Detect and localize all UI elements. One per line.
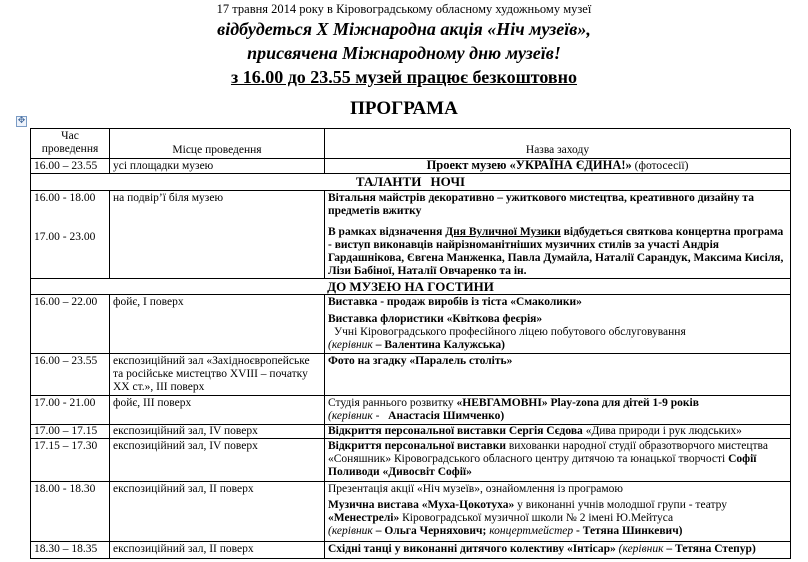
table-row-place: на подвір’ї біля музею: [110, 191, 325, 279]
table-row-place: експозиційний зал, IV поверх: [110, 439, 325, 482]
column-header-time: Час проведення: [31, 129, 110, 159]
table-row-event: Презентація акції «Ніч музеїв», ознайомлення із програмою Музична вистава «Муха-Цокотуха» у виконанні учнів молодшої групи - театру «Менестрелі» Кіровоградської музичної школи № 2 імені Ю.Мейтуса (керівник – Ольга Черняхович; концертмейстер - Тетяна Шинкевич): [325, 482, 791, 542]
page-title: ПРОГРАМА: [350, 98, 458, 119]
table-row-time: 16.00 – 22.00: [31, 295, 110, 354]
program-table: [30, 128, 790, 559]
table-row-time: 18.00 - 18.30: [31, 482, 110, 542]
table-row-time: 18.30 – 18.35: [31, 542, 110, 559]
table-row-place: експозиційний зал, ІІ поверх: [110, 542, 325, 559]
column-header-place: Місце проведення: [110, 129, 325, 159]
table-row-event: [325, 159, 791, 174]
table-row-event: Студія раннього розвитку «НЕВГАМОВНІ» Play-zona для дітей 1-9 років (керівник - Анастасія Шимченко): [325, 396, 791, 425]
table-row-place: усі площадки музею: [110, 159, 325, 174]
table-row-event: Східні танці у виконанні дитячого колективу «Інтісар» (керівник – Тетяна Степур): [325, 542, 791, 559]
event-c: Учні Кіровоградського професійного ліцею побутового обслуговування: [334, 326, 686, 338]
section-header-talents: ТАЛАНТИ НОЧІ: [31, 174, 791, 191]
table-move-handle-icon[interactable]: ✥: [17, 116, 26, 126]
table-row-place: експозиційний зал, ІІ поверх: [110, 482, 325, 542]
table-row-place: фойє, І поверх: [110, 295, 325, 354]
event-note: (фотосесії): [634, 160, 689, 172]
header-line-date: 17 травня 2014 року в Кіровоградському обласному художньому музеї: [216, 2, 592, 16]
header-line-hours: з 16.00 до 23.55 музей працює безкоштовно: [230, 67, 578, 87]
section-header-guests: ДО МУЗЕЮ НА ГОСТИНИ: [31, 279, 791, 295]
table-row-time: 16.00 – 23.55: [31, 354, 110, 396]
street-music-day: Дня Вуличної Музики: [445, 226, 561, 238]
table-row-event: Виставка - продаж виробів із тіста «Смаколики» Виставка флористики «Квіткова феєрія» Учні Кіровоградського професійного ліцею побутового обслуговування (керівник – Валентина Калужська): [325, 295, 791, 354]
table-row-event: Відкриття персональної виставки вихованки народної студії образотворчого мистецтва «Соняшник» Кіровоградського обласного центру дитячою та юнацької творчості Софії Поливоди «Дивосвіт Софії»: [325, 439, 791, 482]
table-row-event: [325, 191, 791, 279]
table-row-time: 17.00 - 21.00: [31, 396, 110, 425]
table-row-place: експозиційний зал, IV поверх: [110, 425, 325, 439]
column-header-event: Назва заходу: [325, 129, 791, 159]
event-a: Виставка - продаж виробів із тіста «Смаколики»: [328, 296, 582, 308]
header-line-event: відбудеться Х Міжнародна акція «Ніч музеїв»,: [217, 19, 591, 39]
table-row-event: Відкриття персональної виставки Сергія Сєдова «Дива природи і рук людських»: [325, 425, 791, 439]
table-row-time: 17.15 – 17.30: [31, 439, 110, 482]
table-row-place: фойє, ІІІ поверх: [110, 396, 325, 425]
event-a: Вітальня майстрів декоративно – ужиткового мистецтва, креативного дизайну та предметів вжитку: [328, 192, 754, 217]
table-row-time: [31, 191, 110, 279]
table-row-event: Фото на згадку «Паралель століть»: [325, 354, 791, 396]
table-row-time: 16.00 – 23.55: [31, 159, 110, 174]
table-row-place: експозиційний зал «Західноєвропейське та російське мистецтво XVIII – початку XX ст.», ІІІ поверх: [110, 354, 325, 396]
time-a: 16.00 - 18.00: [34, 192, 96, 204]
event-b: Виставка флористики «Квіткова феєрія»: [328, 313, 543, 325]
event-b: В рамках відзначення Дня Вуличної Музики відбудеться святкова концертна програма - виступ виконавців найрізноманітніших музичних стилів за участі Андрія Гардашнікова, Євгена Манженка, Павла Думайла, Наталії Сарандук, Максима Кисіля, Лізи Бабіної, Наталії Овчаренко та ін.: [328, 226, 784, 277]
time-b: 17.00 - 23.00: [34, 231, 96, 243]
event-title: Проект музею «УКРАЇНА ЄДИНА!»: [426, 159, 632, 172]
header-line-dedication: присвячена Міжнародному дню музеїв!: [247, 43, 561, 63]
table-row-time: 17.00 – 17.15: [31, 425, 110, 439]
